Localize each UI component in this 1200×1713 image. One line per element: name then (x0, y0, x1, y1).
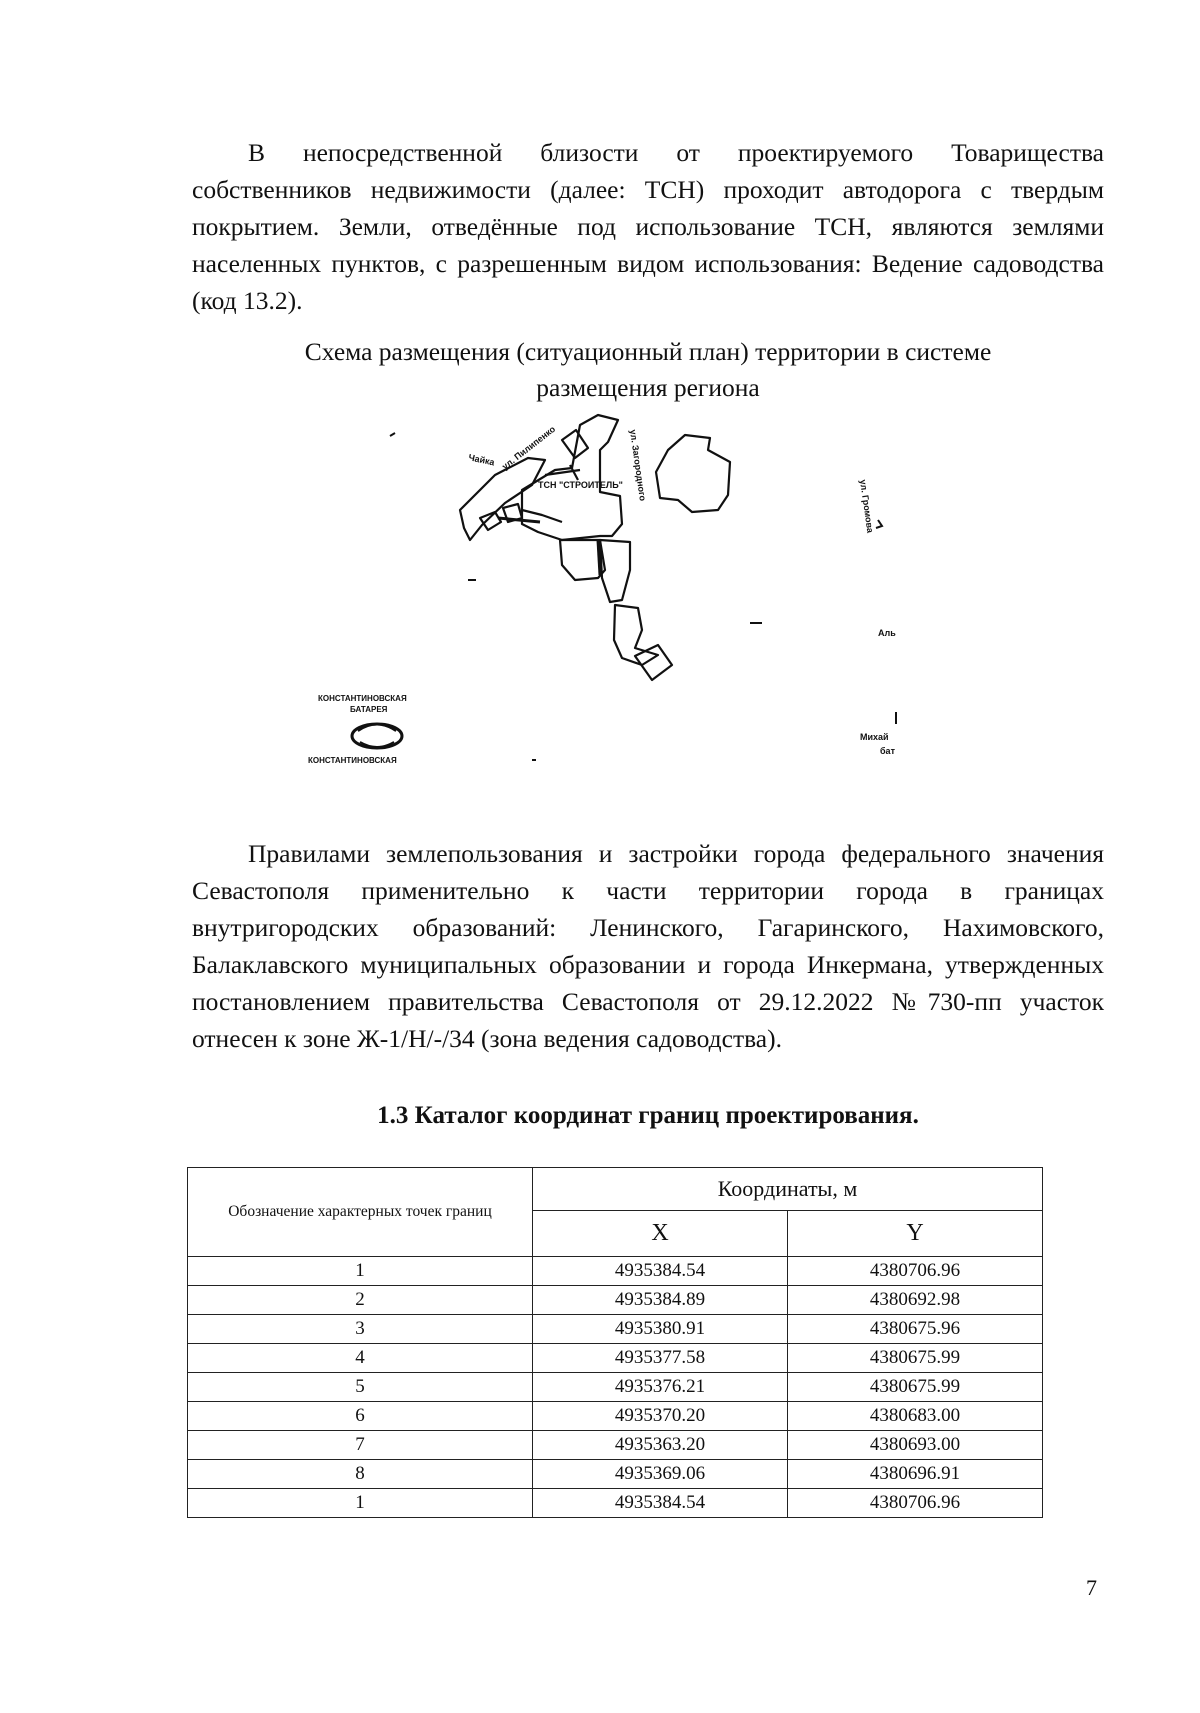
map-label-chaika: Чайка (467, 452, 496, 468)
table-row (188, 1489, 1043, 1518)
cell-x: 4935384.89 (533, 1286, 788, 1315)
cell-point: 3 (188, 1315, 533, 1344)
map-caption-line-2: размещения региона (536, 373, 760, 402)
map-caption-line-1: Схема размещения (ситуационный план) территории в системе (304, 337, 992, 366)
map-label-battery-2: БАТАРЕЯ (350, 705, 388, 714)
cell-x: 4935369.06 (533, 1460, 788, 1489)
situation-plan-svg (300, 400, 1000, 830)
map-label-bat: бат (880, 746, 895, 756)
column-header-coordinates: Координаты, м (533, 1168, 1043, 1211)
table-row (188, 1431, 1043, 1460)
cell-point: 6 (188, 1402, 533, 1431)
cell-x: 4935376.21 (533, 1373, 788, 1402)
cell-y: 4380692.98 (788, 1286, 1043, 1315)
parcel-cross-2 (598, 540, 600, 575)
cell-y: 4380683.00 (788, 1402, 1043, 1431)
cell-x: 4935363.20 (533, 1431, 788, 1460)
battery-fort-icon (352, 724, 402, 748)
cell-y: 4380675.99 (788, 1373, 1043, 1402)
map-marks (390, 400, 896, 760)
intro-paragraph: В непосредственной близости от проектируемого Товарищества собственников недвижимости (далее: ТСН) проходит автодорога с твердым покрытием. Земли, отведённые под использование ТСН, являются землями населенных пунктов, с разрешенным видом использования: Ведение садоводства (код 13.2). (192, 138, 1104, 315)
situation-plan-map (300, 400, 1000, 830)
coordinates-table (187, 1167, 1043, 1518)
cell-point: 5 (188, 1373, 533, 1402)
cell-point: 2 (188, 1286, 533, 1315)
column-header-x: X (533, 1211, 788, 1257)
cell-x: 4935384.54 (533, 1257, 788, 1286)
parcel-cross (498, 518, 540, 522)
map-label-battery-3: КОНСТАНТИНОВСКАЯ (308, 756, 397, 765)
cell-y: 4380693.00 (788, 1431, 1043, 1460)
cell-point: 4 (188, 1344, 533, 1373)
cell-point: 1 (188, 1257, 533, 1286)
map-label-tsn: ТСН "СТРОИТЕЛЬ" (538, 480, 623, 490)
cell-y: 4380675.96 (788, 1315, 1043, 1344)
map-label-gromova: ул. Громова (858, 478, 876, 534)
page-number: 7 (1086, 1575, 1097, 1600)
parcel-tsn-inner (522, 465, 580, 522)
cell-y: 4380675.99 (788, 1344, 1043, 1373)
cell-y: 4380706.96 (788, 1489, 1043, 1518)
parcel-west (460, 458, 545, 540)
map-label-pilipenko: ул. Пилипенко (500, 423, 558, 472)
zoning-paragraph: Правилами землепользования и застройки города федерального значения Севастополя применительно к части территории города в границах внутригородских образований: Ленинского, Гагаринского, Нахимовского, Балаклавского муниципальных образовании и города Инкермана, утвержденных постановлением правительства Севастополя от 29.12.2022 №730-пп участок отнесен к зоне Ж-1/Н/-/34 (зона ведения садоводства). (192, 839, 1104, 1053)
map-label-zagorodnogo: ул. Загородного (628, 428, 648, 502)
table-row (188, 1257, 1043, 1286)
coordinates-table-body (188, 1257, 1043, 1518)
cell-x: 4935384.54 (533, 1489, 788, 1518)
table-row (188, 1315, 1043, 1344)
section-heading: 1.3 Каталог координат границ проектирования. (377, 1102, 919, 1129)
table-row (188, 1344, 1043, 1373)
parcel-small-1 (480, 512, 501, 530)
column-header-designation: Обозначение характерных точек границ (188, 1168, 533, 1257)
table-row (188, 1286, 1043, 1315)
cell-point: 8 (188, 1460, 533, 1489)
map-label-mikhai: Михай (860, 732, 889, 742)
cell-point: 1 (188, 1489, 533, 1518)
table-row (188, 1373, 1043, 1402)
table-row (188, 1402, 1043, 1431)
map-caption (192, 334, 1104, 406)
cell-x: 4935370.20 (533, 1402, 788, 1431)
column-header-y: Y (788, 1211, 1043, 1257)
cell-x: 4935380.91 (533, 1315, 788, 1344)
map-label-al: Аль (878, 628, 896, 638)
cell-y: 4380706.96 (788, 1257, 1043, 1286)
cell-x: 4935377.58 (533, 1344, 788, 1373)
cell-y: 4380696.91 (788, 1460, 1043, 1489)
cell-point: 7 (188, 1431, 533, 1460)
map-mark-arrow (876, 520, 882, 528)
table-row (188, 1460, 1043, 1489)
map-label-battery-1: КОНСТАНТИНОВСКАЯ (318, 694, 407, 703)
parcel-east (656, 435, 730, 512)
